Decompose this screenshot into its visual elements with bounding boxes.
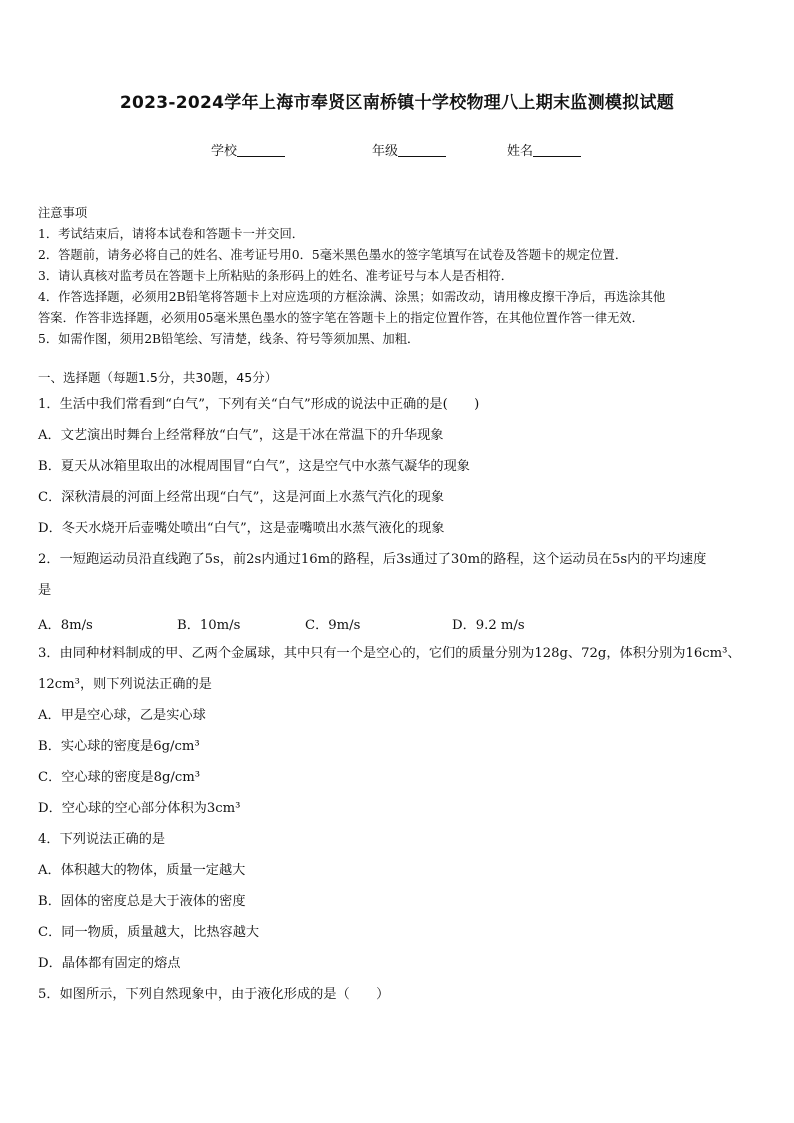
name-label: 姓名 bbox=[507, 144, 534, 159]
notes-heading: 注意事项 bbox=[38, 206, 88, 220]
question-3-stem: 3．由同种材料制成的甲、乙两个金属球，其中只有一个是空心的，它们的质量分别为128g、72g，体积分别为16cm³、 bbox=[38, 646, 741, 661]
question-4-option-c: C．同一物质，质量越大，比热容越大 bbox=[38, 925, 260, 940]
question-3-option-b: B．实心球的密度是6g/cm³ bbox=[38, 739, 200, 754]
question-3-option-a: A．甲是空心球，乙是实心球 bbox=[38, 708, 206, 723]
question-4-option-b: B．固体的密度总是大于液体的密度 bbox=[38, 894, 246, 909]
question-3-stem-cont: 12cm³，则下列说法正确的是 bbox=[38, 677, 212, 692]
question-1-stem: 1．生活中我们常看到“白气”，下列有关“白气”形成的说法中正确的是( ) bbox=[38, 397, 480, 412]
name-field bbox=[507, 140, 581, 159]
grade-label: 年级 bbox=[372, 144, 399, 159]
question-4-option-a: A．体积越大的物体，质量一定越大 bbox=[38, 863, 246, 878]
question-1-option-d: D．冬天水烧开后壶嘴处喷出“白气”，这是壶嘴喷出水蒸气液化的现象 bbox=[38, 521, 445, 536]
section-heading: 一、选择题（每题1.5分，共30题，45分） bbox=[38, 370, 278, 385]
question-4-option-d: D．晶体都有固定的熔点 bbox=[38, 956, 181, 971]
note-item: 4．作答选择题，必须用2B铅笔将答题卡上对应选项的方框涂满、涂黑；如需改动，请用橡皮擦干净后，再选涂其他 bbox=[38, 290, 666, 304]
question-3-option-d: D．空心球的空心部分体积为3cm³ bbox=[38, 801, 241, 816]
question-2-option-a: A．8m/s bbox=[38, 618, 93, 633]
note-item: 2．答题前，请务必将自己的姓名、准考证号用0．5毫米黑色墨水的签字笔填写在试卷及答题卡的规定位置． bbox=[38, 248, 628, 262]
question-1-option-b: B．夏天从冰箱里取出的冰棍周围冒“白气”，这是空气中水蒸气凝华的现象 bbox=[38, 459, 470, 474]
question-2-option-b: B．10m/s bbox=[177, 618, 241, 633]
notes-block bbox=[38, 203, 760, 350]
question-2-option-d: D．9.2 m/s bbox=[452, 618, 525, 633]
page-title: 2023-2024学年上海市奉贤区南桥镇十学校物理八上期末监测模拟试题 bbox=[119, 93, 675, 113]
school-label: 学校 bbox=[211, 144, 238, 159]
question-2-option-c: C．9m/s bbox=[305, 618, 361, 633]
note-item: 5．如需作图，须用2B铅笔绘、写清楚，线条、符号等须加黑、加粗． bbox=[38, 332, 420, 346]
question-2-stem: 2．一短跑运动员沿直线跑了5s，前2s内通过16m的路程，后3s通过了30m的路程，这个运动员在5s内的平均速度 bbox=[38, 552, 707, 567]
question-3-option-c: C．空心球的密度是8g/cm³ bbox=[38, 770, 201, 785]
question-1-option-c: C．深秋清晨的河面上经常出现“白气”，这是河面上水蒸气汽化的现象 bbox=[38, 490, 445, 505]
question-2-stem-cont: 是 bbox=[38, 583, 52, 598]
school-blank bbox=[237, 143, 285, 157]
question-4-stem: 4．下列说法正确的是 bbox=[38, 832, 166, 847]
grade-field bbox=[372, 140, 446, 159]
question-5-stem: 5．如图所示，下列自然现象中，由于液化形成的是（ ） bbox=[38, 987, 390, 1002]
school-field bbox=[211, 140, 285, 159]
note-item: 答案．作答非选择题，必须用05毫米黑色墨水的签字笔在答题卡上的指定位置作答，在其他位置作答一律无效． bbox=[38, 311, 644, 325]
question-1-option-a: A．文艺演出时舞台上经常释放“白气”，这是干冰在常温下的升华现象 bbox=[38, 428, 444, 443]
name-blank bbox=[533, 143, 581, 157]
note-item: 1．考试结束后，请将本试卷和答题卡一并交回． bbox=[38, 227, 305, 241]
note-item: 3．请认真核对监考员在答题卡上所粘贴的条形码上的姓名、准考证号与本人是否相符． bbox=[38, 269, 514, 283]
grade-blank bbox=[398, 143, 446, 157]
